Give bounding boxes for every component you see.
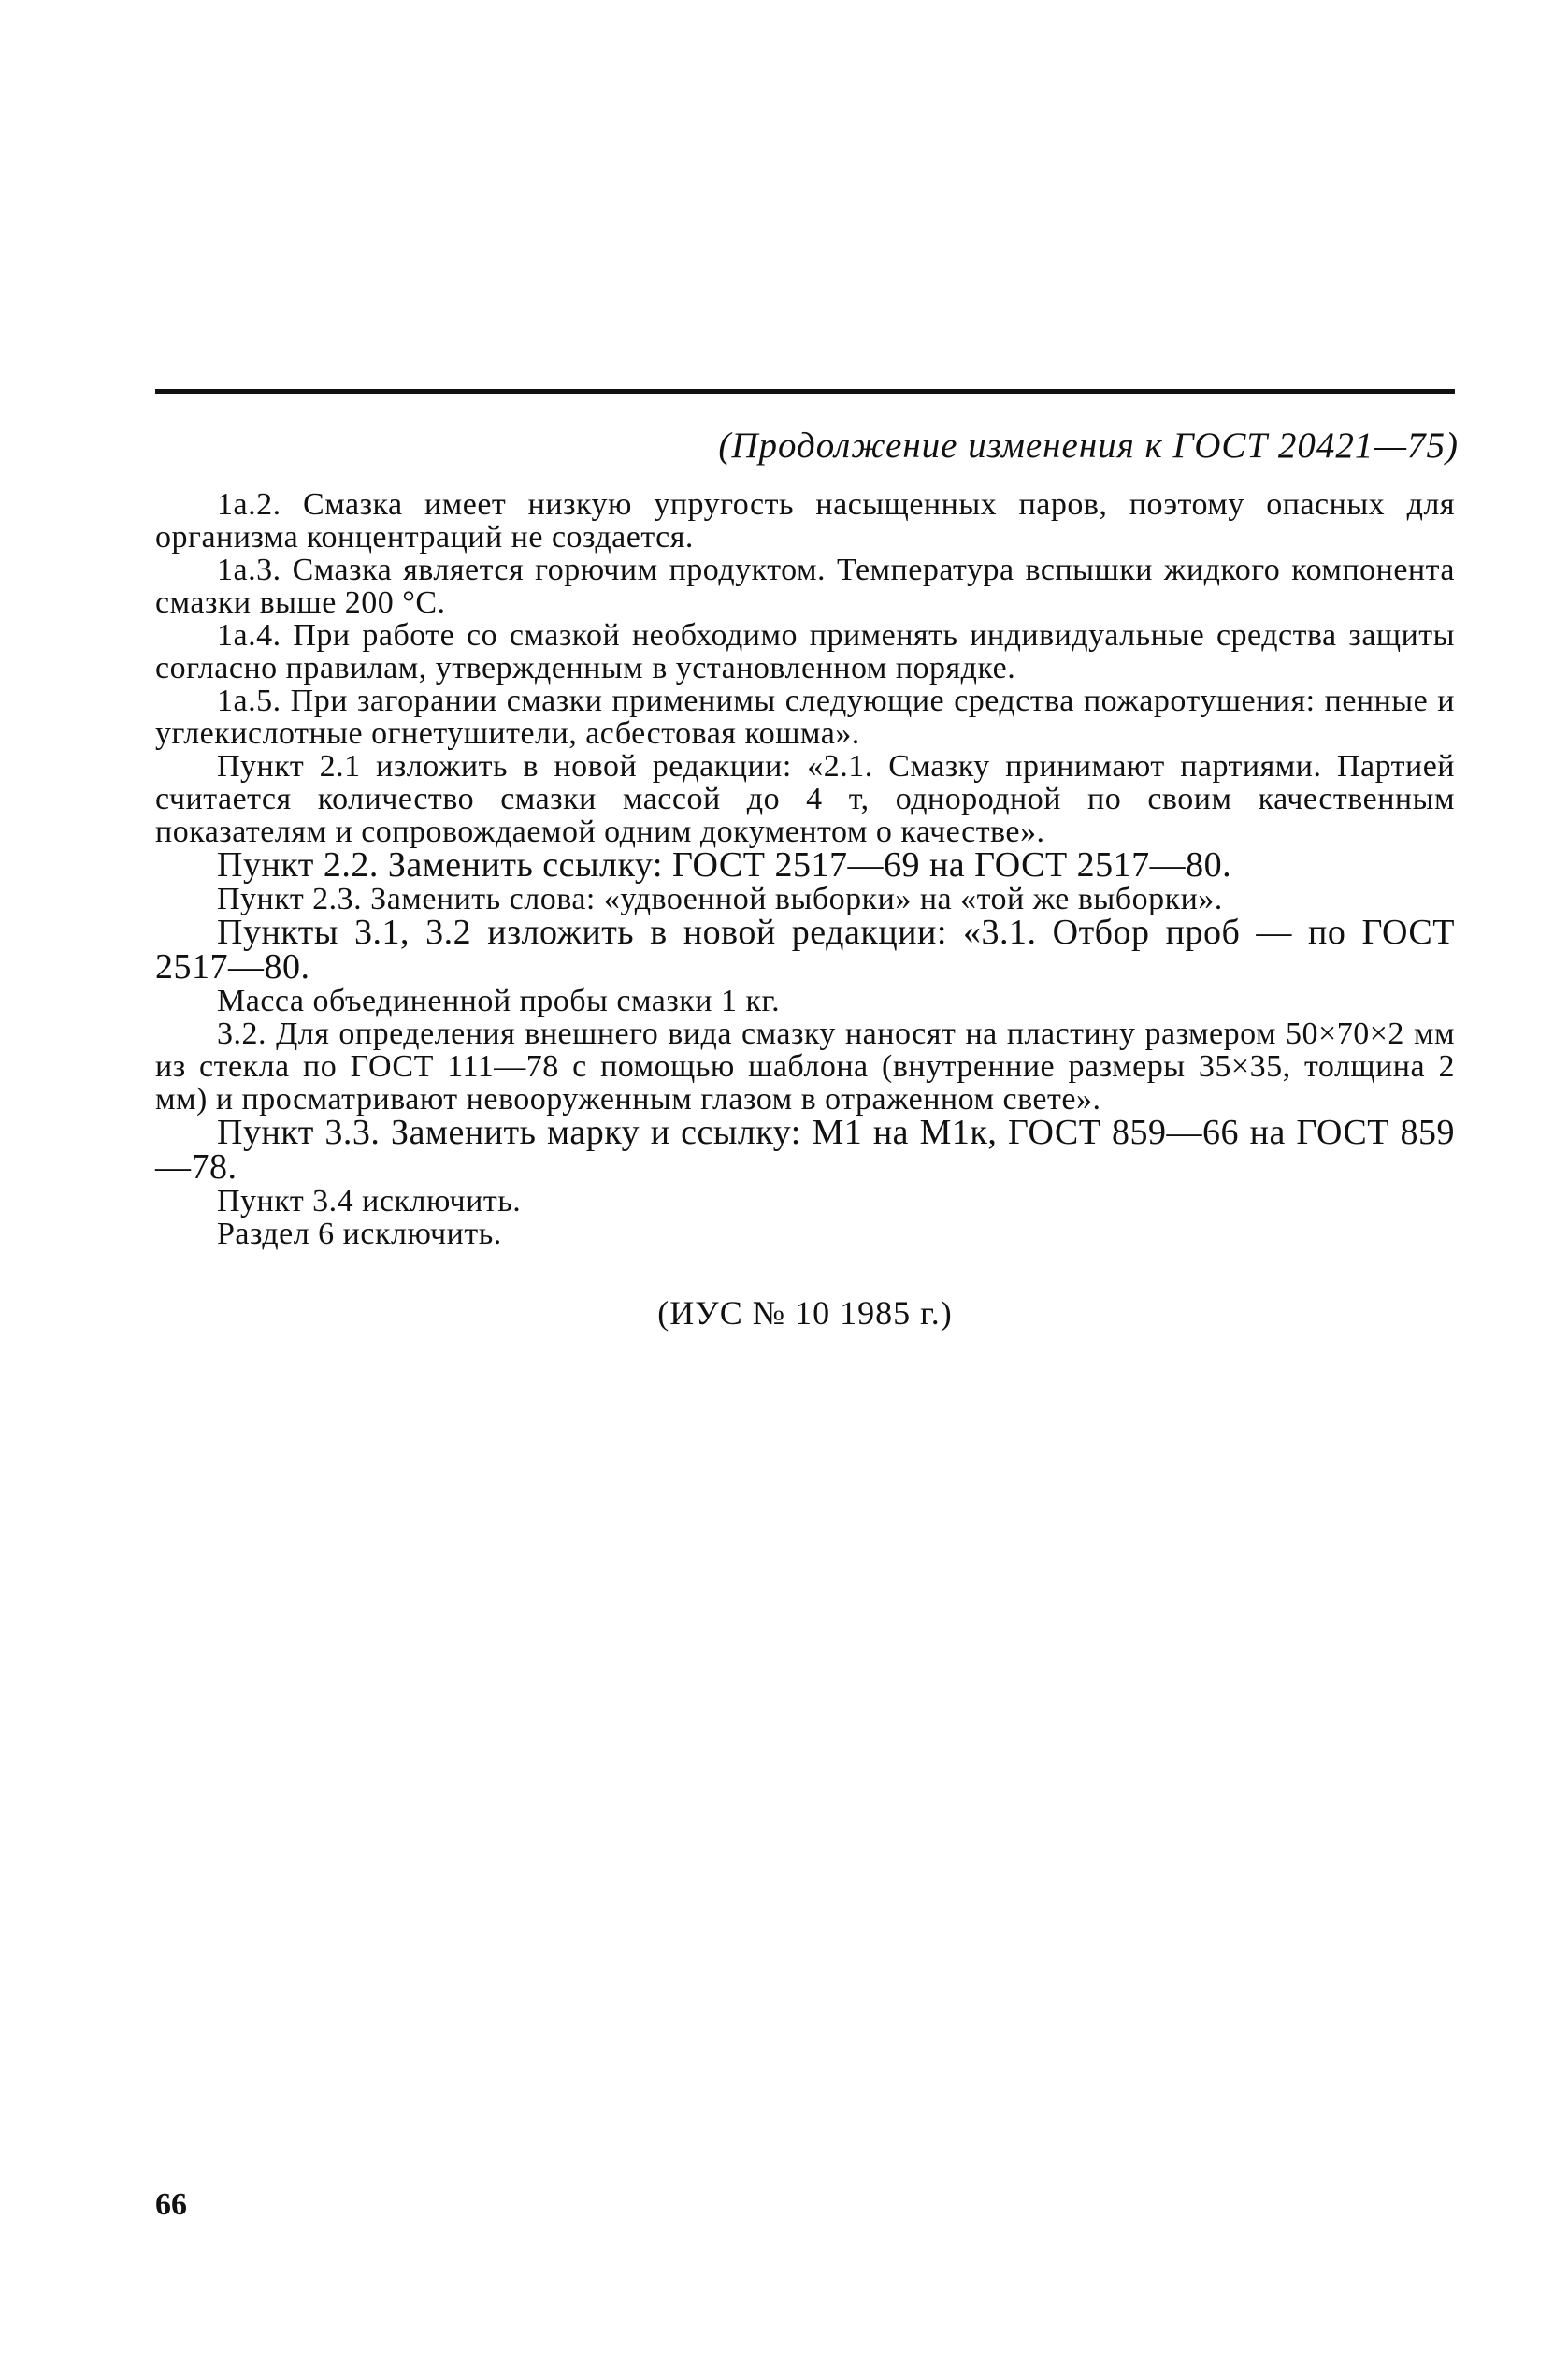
paragraph-items-3-1-3-2: Пункты 3.1, 3.2 изложить в новой редакции: «3.1. Отбор проб — по ГОСТ 2517—80. [155, 913, 1455, 987]
paragraph-item-2-2: Пункт 2.2. Заменить ссылку: ГОСТ 2517—69 на ГОСТ 2517—80. [217, 845, 1232, 885]
paragraph-item-3-4: Пункт 3.4 исключить. [217, 1184, 522, 1218]
paragraph-item-2-1: Пункт 2.1 изложить в новой редакции: «2.1. Смазку принимают партиями. Партией считается количество смазки массой до 4 т, однородной по своим качественным показателям и сопровождаемой одним документом о качестве». [155, 749, 1455, 849]
paragraph-1a3: 1а.3. Смазка является горючим продуктом. Температура вспышки жидкого компонента смазки выше 200 °С. [155, 553, 1455, 620]
paragraph-item-2-3: Пункт 2.3. Заменить слова: «удвоенной выборки» на «той же выборки». [217, 882, 1223, 916]
ius-reference: (ИУС № 10 1985 г.) [657, 1294, 953, 1332]
header-rule [155, 389, 1455, 394]
page-number: 66 [155, 2187, 187, 2222]
paragraph-section-6: Раздел 6 исключить. [217, 1217, 502, 1251]
paragraph-1a4: 1а.4. При работе со смазкой необходимо применять индивидуальные средства защиты согласно правилам, утвержденным в установленном порядке. [155, 618, 1455, 685]
paragraph-1a2: 1а.2. Смазка имеет низкую упругость насыщенных паров, поэтому опасных для организма концентраций не создается. [155, 487, 1455, 555]
paragraph-item-3-3: Пункт 3.3. Заменить марку и ссылку: М1 на М1к, ГОСТ 859—66 на ГОСТ 859—78. [155, 1113, 1455, 1187]
paragraph-1a5: 1а.5. При загорании смазки применимы следующие средства пожаротушения: пенные и углекислотные огнетушители, асбестовая кошма». [155, 684, 1455, 751]
continuation-header: (Продолжение изменения к ГОСТ 20421—75) [718, 425, 1459, 466]
paragraph-3-2: 3.2. Для определения внешнего вида смазку наносят на пластину размером 50×70×2 мм из стекла по ГОСТ 111—78 с помощью шаблона (внутренние размеры 35×35, толщина 2 мм) и просматривают невооруженным глазом в отраженном свете». [155, 1016, 1455, 1117]
paragraph-sample-mass: Масса объединенной пробы смазки 1 кг. [217, 984, 781, 1018]
document-body [155, 488, 1455, 1250]
